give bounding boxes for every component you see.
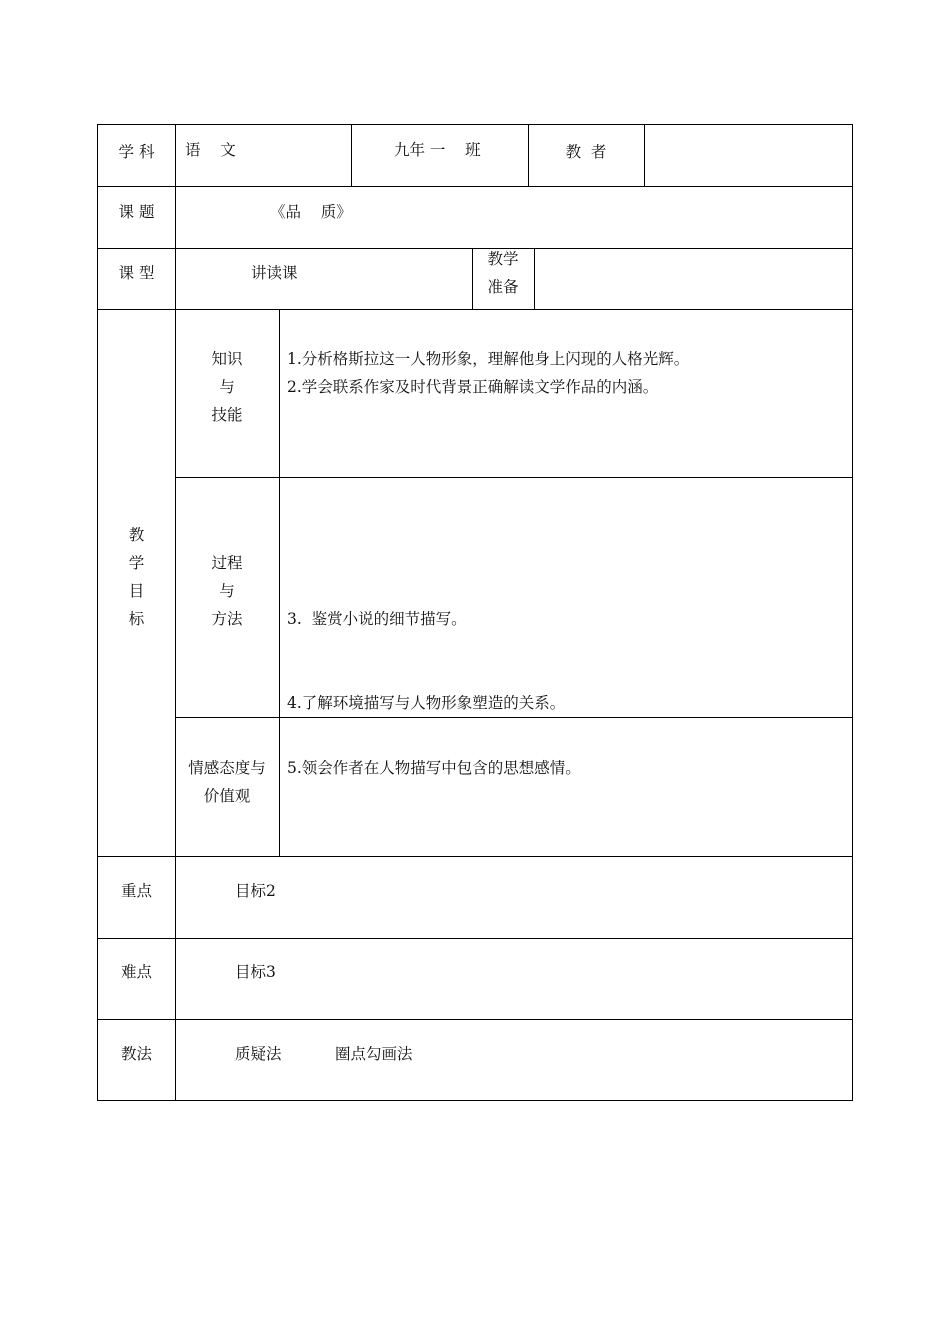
list-item: 2.学会联系作家及时代背景正确解读文学作品的内涵。 [287,378,659,396]
difficulty-label: 难点 [120,963,152,981]
knowledge-skills-label: 知识 与 技能 [211,350,243,424]
column-divider [534,248,535,309]
process-methods-label: 过程 与 方法 [211,554,243,628]
list-item: 4.了解环境描写与人物形象塑造的关系。 [287,694,566,712]
process-methods-list [287,549,565,773]
preparation-label: 教学 准备 [487,250,519,296]
list-item: 5.领会作者在人物描写中包含的思想感情。 [287,759,581,777]
row-divider [98,309,852,310]
objectives-label: 教 学 目 标 [128,526,145,628]
lesson-type-label: 课 型 [118,264,155,282]
row-divider [98,938,852,939]
emotion-values-list [287,754,581,782]
emotion-values-label: 情感态度与 价值观 [188,759,266,805]
topic-label: 课 题 [118,203,155,221]
column-divider [279,309,280,856]
teaching-method-value-2: 圈点勾画法 [335,1045,413,1063]
knowledge-skills-list [287,345,689,401]
row-divider [98,856,852,857]
difficulty-value: 目标3 [235,963,276,981]
row-divider [98,1019,852,1020]
topic-value: 《品 质》 [270,203,352,221]
row-divider [175,477,852,478]
lesson-type-value: 讲读课 [251,264,298,282]
row-divider [98,186,852,187]
class-value: 九年 一 班 [394,141,481,159]
lesson-plan-table [97,124,853,1101]
teaching-method-value-1: 质疑法 [235,1045,282,1063]
subject-value: 语 文 [185,141,236,159]
list-item: 3. 鉴赏小说的细节描写。 [287,610,467,628]
key-point-value: 目标2 [235,882,276,900]
subject-label: 学 科 [118,143,155,161]
column-divider [351,125,352,186]
key-point-label: 重点 [120,882,152,900]
list-item: 1.分析格斯拉这一人物形象，理解他身上闪现的人格光辉。 [287,350,690,368]
teacher-label: 教 者 [565,143,607,161]
column-divider [644,125,645,186]
teaching-method-label: 教法 [120,1045,152,1063]
